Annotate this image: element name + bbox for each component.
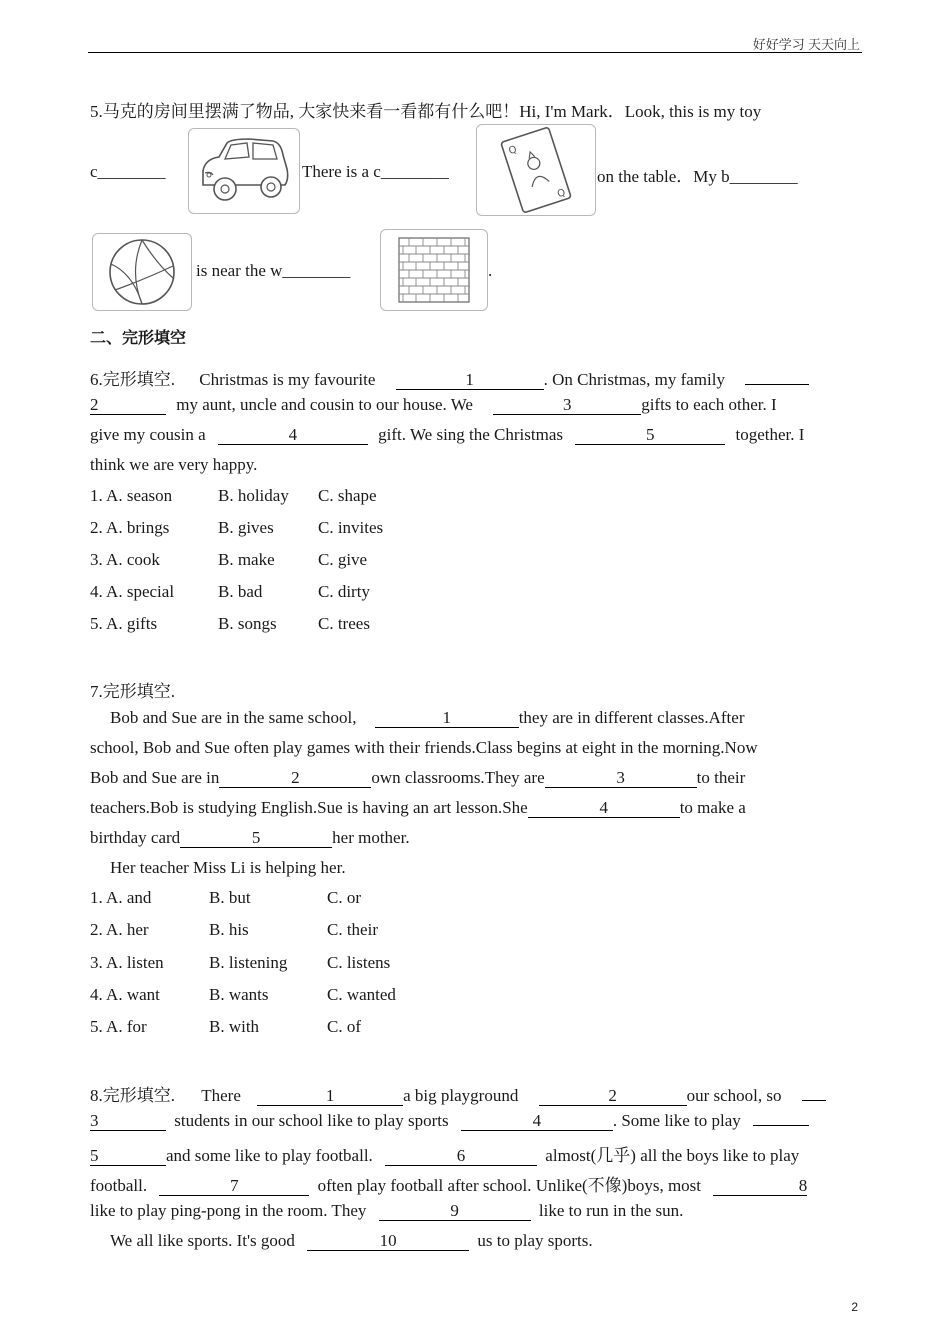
q8-line-5: like to play ping-pong in the room. They 9 like to run in the sun. bbox=[90, 1201, 684, 1220]
blank-6[interactable]: 6 bbox=[385, 1147, 537, 1166]
q8-line-6: We all like sports. It's good 10 us to play sports. bbox=[110, 1231, 593, 1250]
q5-period: . bbox=[488, 261, 493, 280]
q7-opt-4c[interactable]: C. wanted bbox=[327, 985, 396, 1004]
q7-opt-1c[interactable]: C. or bbox=[327, 888, 361, 907]
q6-opt-2c[interactable]: C. invites bbox=[318, 518, 384, 537]
blank-5[interactable]: 5 bbox=[90, 1147, 166, 1166]
q7-label: 7.完形填空. bbox=[90, 682, 175, 701]
q6-opt-4c[interactable]: C. dirty bbox=[318, 582, 370, 601]
q7-line-1: Bob and Sue are in the same school, 1 they are in different classes.After bbox=[110, 708, 745, 727]
q7-line-4: teachers.Bob is studying English.Sue is having an art lesson.She 4 to make a bbox=[90, 798, 746, 817]
blank-1[interactable]: 1 bbox=[396, 371, 544, 390]
blank-5[interactable]: 5 bbox=[180, 829, 332, 848]
q7-opt-5c[interactable]: C. of bbox=[327, 1017, 361, 1036]
blank-1[interactable]: 1 bbox=[375, 709, 519, 728]
q6-opt-1a[interactable]: 1. A. season bbox=[90, 486, 173, 505]
svg-text:Q: Q bbox=[556, 187, 567, 201]
q6-line-2: 2 my aunt, uncle and cousin to our house. We 3 gifts to each other. I bbox=[90, 395, 777, 414]
q8-label: 8.完形填空. bbox=[90, 1086, 175, 1105]
blank-1[interactable]: 1 bbox=[257, 1087, 403, 1106]
q5-blank-ball: on the table．My b________ bbox=[597, 167, 798, 186]
q8-line-1: 8.完形填空. There 1 a big playground 2 our school, so bbox=[90, 1081, 826, 1106]
q7-opt-1b[interactable]: B. but bbox=[209, 888, 251, 907]
q6-label: 6.完形填空. bbox=[90, 370, 175, 389]
toy-car-icon bbox=[188, 128, 300, 214]
blank-2[interactable]: 2 bbox=[219, 769, 371, 788]
blank-3[interactable]: 3 bbox=[90, 1112, 166, 1131]
blank-10[interactable]: 10 bbox=[307, 1232, 469, 1251]
blank-9[interactable]: 9 bbox=[379, 1202, 531, 1221]
q7-opt-2b[interactable]: B. his bbox=[209, 920, 249, 939]
q8-line-2: 3 students in our school like to play sports 4 . Some like to play bbox=[90, 1111, 809, 1131]
playing-card-icon bbox=[476, 124, 596, 216]
q7-opt-3a[interactable]: 3. A. listen bbox=[90, 953, 164, 972]
blank-3-start[interactable] bbox=[802, 1100, 826, 1101]
header-rule bbox=[88, 52, 862, 53]
blank-3[interactable]: 3 bbox=[545, 769, 697, 788]
q8-line-4: football. 7 often play football after school. Unlike(不像)boys, most 8 bbox=[90, 1176, 808, 1195]
q7-opt-3b[interactable]: B. listening bbox=[209, 953, 288, 972]
q7-line-5: birthday card 5 her mother. bbox=[90, 828, 410, 847]
q5-blank-car: c________ bbox=[90, 162, 166, 181]
blank-8[interactable]: 8 bbox=[713, 1177, 807, 1196]
svg-text:Q: Q bbox=[507, 144, 519, 158]
q7-opt-4b[interactable]: B. wants bbox=[209, 985, 269, 1004]
blank-5-start[interactable] bbox=[753, 1125, 809, 1126]
q6-line-1: 6.完形填空. Christmas is my favourite 1 . On Christmas, my family bbox=[90, 365, 809, 390]
blank-5[interactable]: 5 bbox=[575, 426, 725, 445]
q6-opt-5c[interactable]: C. trees bbox=[318, 614, 370, 633]
q6-opt-3b[interactable]: B. make bbox=[218, 550, 275, 569]
section-heading: 二、完形填空 bbox=[90, 328, 187, 347]
q6-opt-3a[interactable]: 3. A. cook bbox=[90, 550, 160, 569]
blank-7[interactable]: 7 bbox=[159, 1177, 309, 1196]
page-number: 2 bbox=[851, 1300, 858, 1314]
q7-opt-4a[interactable]: 4. A. want bbox=[90, 985, 160, 1004]
blank-4[interactable]: 4 bbox=[461, 1112, 613, 1131]
q7-line-6: Her teacher Miss Li is helping her. bbox=[110, 858, 346, 877]
q5-blank-wall: is near the w________ bbox=[196, 261, 351, 280]
blank-3[interactable]: 3 bbox=[493, 396, 641, 415]
q7-opt-1a[interactable]: 1. A. and bbox=[90, 888, 152, 907]
q5-intro: 5.马克的房间里摆满了物品, 大家快来看一看都有什么吧！Hi, I'm Mark．Look, this is my toy bbox=[90, 102, 762, 121]
q6-opt-1c[interactable]: C. shape bbox=[318, 486, 377, 505]
q5-blank-card: There is a c________ bbox=[302, 162, 449, 181]
blank-4[interactable]: 4 bbox=[528, 799, 680, 818]
q7-line-2: school, Bob and Sue often play games with their friends.Class begins at eight in the morning.Now bbox=[90, 738, 758, 757]
q6-opt-4a[interactable]: 4. A. special bbox=[90, 582, 175, 601]
q7-opt-2a[interactable]: 2. A. her bbox=[90, 920, 149, 939]
blank-4[interactable]: 4 bbox=[218, 426, 368, 445]
q7-line-3: Bob and Sue are in 2 own classrooms.They are 3 to their bbox=[90, 768, 746, 787]
blank-2[interactable]: 2 bbox=[90, 396, 166, 415]
q7-opt-5b[interactable]: B. with bbox=[209, 1017, 260, 1036]
q6-opt-5b[interactable]: B. songs bbox=[218, 614, 277, 633]
q6-line-4: think we are very happy. bbox=[90, 455, 258, 474]
q6-opt-2b[interactable]: B. gives bbox=[218, 518, 274, 537]
q6-opt-2a[interactable]: 2. A. brings bbox=[90, 518, 170, 537]
q6-opt-5a[interactable]: 5. A. gifts bbox=[90, 614, 158, 633]
q8-line-3: 5 and some like to play football. 6 almost(几乎) all the boys like to play bbox=[90, 1146, 800, 1165]
brick-wall-icon bbox=[380, 229, 488, 311]
blank-2-start[interactable] bbox=[745, 384, 809, 385]
q7-opt-3c[interactable]: C. listens bbox=[327, 953, 391, 972]
q6-opt-1b[interactable]: B. holiday bbox=[218, 486, 289, 505]
q7-opt-5a[interactable]: 5. A. for bbox=[90, 1017, 147, 1036]
q7-opt-2c[interactable]: C. their bbox=[327, 920, 378, 939]
blank-2[interactable]: 2 bbox=[539, 1087, 687, 1106]
header-text: 好好学习 天天向上 bbox=[752, 37, 860, 52]
ball-icon bbox=[92, 233, 192, 311]
q6-line-3: give my cousin a 4 gift. We sing the Christmas 5 together. I bbox=[90, 425, 805, 444]
q6-opt-3c[interactable]: C. give bbox=[318, 550, 368, 569]
q6-opt-4b[interactable]: B. bad bbox=[218, 582, 263, 601]
